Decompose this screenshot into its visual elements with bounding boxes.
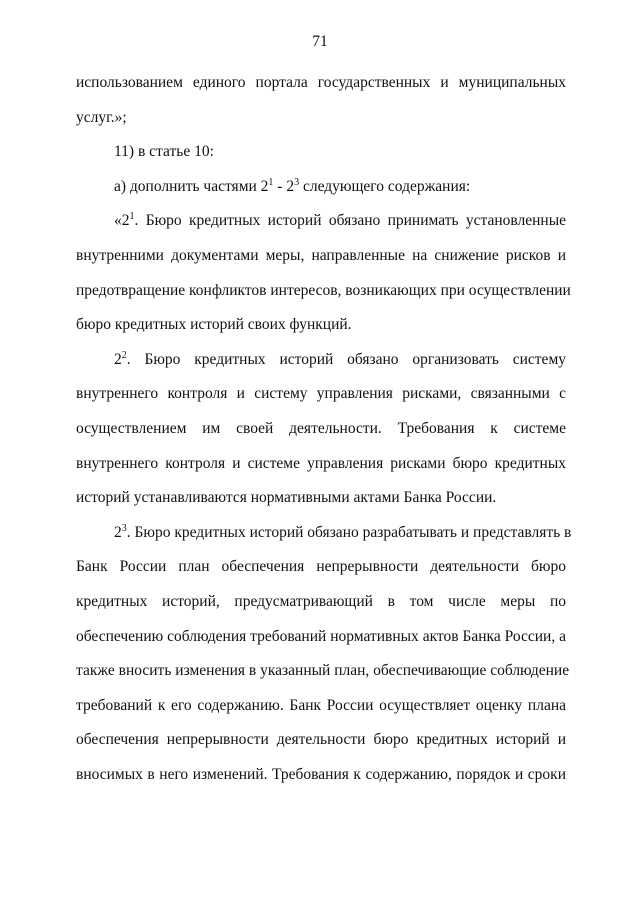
document-body: [76, 73, 572, 799]
text-line: осуществлением им своей деятельности. Требования к системе: [76, 419, 566, 437]
text-line: [76, 522, 572, 558]
text-run: следующего содержания:: [299, 177, 471, 195]
superscript: 3: [121, 522, 127, 534]
text-run: а) дополнить частями 2: [114, 177, 269, 195]
text-line: бюро кредитных историй своих функций.: [76, 316, 352, 334]
text-line: услуг.»;: [76, 108, 127, 126]
text-run: - 2: [273, 177, 295, 195]
text-line: кредитных историй, предусматривающий в том числе меры по: [76, 592, 566, 610]
text-line: 11) в статье 10:: [114, 143, 214, 161]
text-line: внутреннего контроля и систему управления рисками, связанными с: [76, 385, 566, 403]
text-line: историй устанавливаются нормативными актами Банка России.: [76, 489, 497, 507]
text-line: обеспечения непрерывности деятельности бюро кредитных историй и: [76, 731, 566, 749]
text-line: использованием единого портала государственных и муниципальных: [76, 74, 566, 91]
text-run: 2: [114, 523, 122, 541]
text-line: Банк России план обеспечения непрерывности деятельности бюро: [76, 558, 566, 576]
page-number: 71: [312, 33, 328, 50]
text-run: . Бюро кредитных историй обязано разрабатывать и представлять в: [126, 523, 572, 541]
text-line: предотвращение конфликтов интересов, возникающих при осуществлении: [76, 281, 571, 299]
text-line: внутренними документами меры, направленные на снижение рисков и: [76, 246, 566, 264]
text-run: . Бюро кредитных историй обязано принимать установленные: [134, 212, 566, 230]
text-run: «2: [114, 212, 130, 230]
text-line: требований к его содержанию. Банк России осуществляет оценку плана: [76, 696, 566, 714]
text-line: внутреннего контроля и системе управления рисками бюро кредитных: [76, 454, 566, 472]
superscript: 1: [268, 176, 274, 188]
text-run: . Бюро кредитных историй обязано организовать систему: [126, 350, 566, 368]
text-line: [76, 177, 566, 212]
text-run: 2: [114, 350, 122, 368]
text-line: [76, 350, 566, 385]
text-line: вносимых в него изменений. Требования к содержанию, порядок и сроки: [76, 765, 566, 783]
superscript: 1: [129, 211, 135, 223]
superscript: 3: [294, 176, 300, 188]
text-line: [76, 211, 566, 246]
superscript: 2: [121, 349, 127, 361]
text-line: также вносить изменения в указанный план, обеспечивающие соблюдение: [76, 662, 570, 680]
text-line: обеспечению соблюдения требований нормативных актов Банка России, а: [76, 627, 566, 645]
